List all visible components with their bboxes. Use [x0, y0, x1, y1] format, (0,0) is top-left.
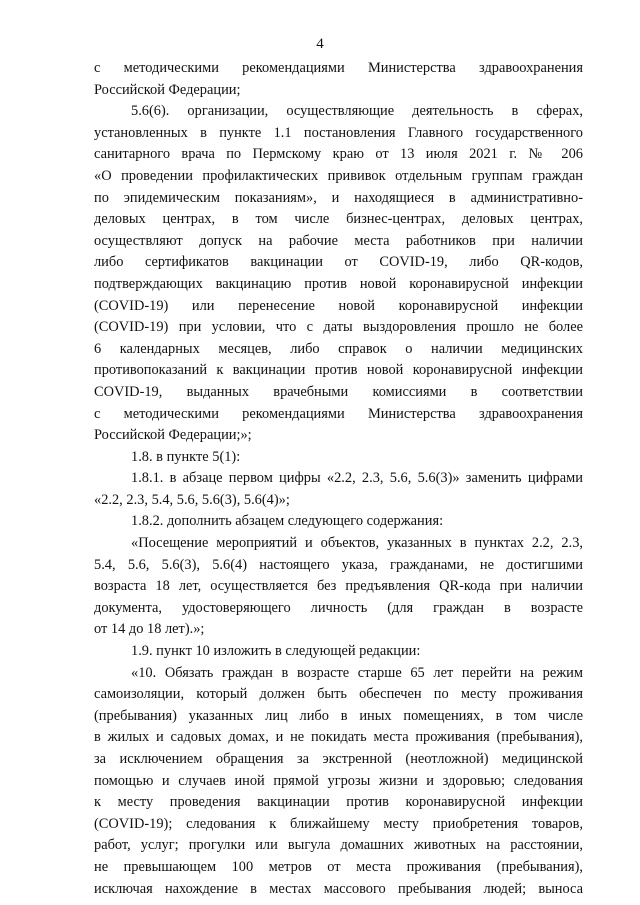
text-line: 1.8.2. дополнить абзацем следующего содержания: — [131, 513, 444, 530]
text-line: 5.4, 5.6, 5.6(3), 5.6(4) настоящего указа, гражданами, не достигшими — [94, 556, 583, 573]
text-line: Российской Федерации; — [94, 81, 241, 98]
text-line: с методическими рекомендациями Министерства здравоохранения — [94, 60, 583, 76]
text-line: COVID-19, выданных врачебными комиссиями в соответствии — [94, 383, 583, 400]
text-line: «Посещение мероприятий и объектов, указанных в пунктах 2.2, 2.3, — [131, 535, 583, 552]
text-line: «10. Обязать граждан в возрасте старше 65 лет перейти на режим — [131, 664, 583, 681]
text-line: (COVID-19); следования к ближайшему месту приобретения товаров, — [94, 815, 583, 832]
text-line: 1.8.1. в абзаце первом цифры «2.2, 2.3, 5.6, 5.6(3)» заменить цифрами — [131, 470, 583, 487]
text-line: с методическими рекомендациями Министерства здравоохранения — [94, 405, 583, 422]
text-line: осуществляют допуск на рабочие места работников при наличии — [94, 232, 583, 249]
text-line: санитарного врача по Пермскому краю от 13 июля 2021 г. № 206 — [94, 146, 583, 163]
text-line: помощью и случаев иной прямой угрозы жизни и здоровью; следования — [94, 772, 583, 789]
text-line: 1.9. пункт 10 изложить в следующей редакции: — [131, 643, 421, 660]
text-line: в жилых и садовых домах, и не покидать места проживания (пребывания), — [94, 729, 583, 746]
text-line: 5.6(6). организации, осуществляющие деятельность в сферах, — [131, 103, 583, 120]
text-line: «О проведении профилактических прививок отдельным группам граждан — [94, 167, 583, 184]
text-line: подтверждающих вакцинацию против новой коронавирусной инфекции — [94, 275, 583, 292]
text-line: (пребывания) указанных лиц либо в иных помещениях, в том числе — [94, 707, 583, 724]
text-line: за исключением обращения за экстренной (неотложной) медицинской — [94, 751, 583, 767]
text-line: противопоказаний к вакцинации против новой коронавирусной инфекции — [94, 362, 583, 379]
text-line: к месту проведения вакцинации против коронавирусной инфекции — [94, 794, 583, 811]
text-line: Российской Федерации;»; — [94, 427, 252, 444]
text-line: документа, удостоверяющего личность (для граждан в возрасте — [94, 599, 583, 616]
text-line: 1.8. в пункте 5(1): — [131, 448, 241, 465]
text-line: установленных в пункте 1.1 постановления Главного государственного — [94, 124, 583, 141]
text-line: либо сертификатов вакцинации от COVID-19, либо QR-кодов, — [94, 254, 583, 271]
text-line: «2.2, 2.3, 5.4, 5.6, 5.6(3), 5.6(4)»; — [94, 491, 290, 508]
text-line: (COVID-19) или перенесение новой коронавирусной инфекции — [94, 297, 583, 314]
document-body — [94, 58, 583, 900]
text-line: по эпидемическим показаниям», и находящиеся в административно- — [94, 189, 583, 206]
text-line: самоизоляции, который должен быть обеспечен по месту проживания — [94, 686, 583, 703]
text-line: 6 календарных месяцев, либо справок о наличии медицинских — [94, 340, 583, 357]
page-number: 4 — [316, 36, 324, 52]
text-line: не превышающем 100 метров от места проживания (пребывания), — [94, 858, 583, 875]
text-line: (COVID-19) при условии, что с даты выздоровления прошло не более — [94, 319, 583, 336]
text-line: от 14 до 18 лет).»; — [94, 621, 205, 638]
text-line: работ, услуг; прогулки или выгула домашних животных на расстоянии, — [94, 837, 583, 854]
text-line: возраста 18 лет, осуществляется без предъявления QR-кода при наличии — [94, 578, 583, 595]
text-line: деловых центрах, в том числе бизнес-центрах, деловых центрах, — [94, 211, 583, 228]
text-line: исключая нахождение в местах массового пребывания людей; выноса — [94, 880, 583, 897]
